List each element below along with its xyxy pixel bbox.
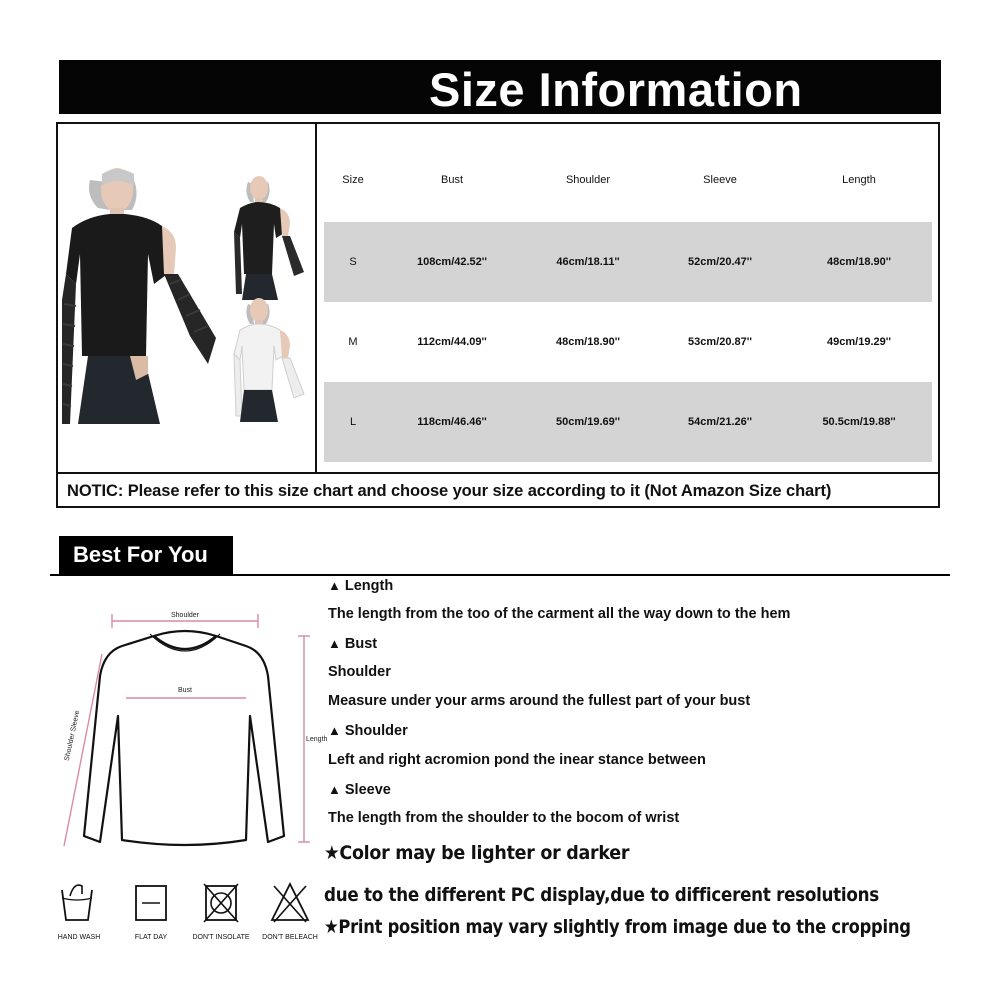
shoulder-description: Left and right acromion pond the inear stance between — [328, 752, 706, 768]
column-header-shoulder: Shoulder — [565, 174, 611, 186]
triangle-icon: ▲ — [328, 578, 341, 593]
length-heading: ▲ Length — [328, 578, 394, 594]
length-label: Length — [306, 736, 328, 743]
bust-description: Measure under your arms around the fullest part of your bust — [328, 693, 751, 709]
shoulder-cell: 46cm/18.11'' — [556, 256, 620, 268]
white-sweater-model-small — [234, 298, 304, 422]
size-cell: M — [348, 336, 358, 348]
flat-dry-label: FLAT DAY — [134, 934, 168, 941]
column-header-sleeve: Sleeve — [703, 174, 737, 186]
shoulder-sleeve-label: Shoulder Sleeve — [63, 709, 82, 762]
shoulder-cell: 50cm/19.69'' — [556, 416, 620, 428]
bust-cell: 112cm/44.09'' — [417, 336, 487, 348]
table-row — [324, 302, 932, 382]
sleeve-heading: ▲ Sleeve — [328, 782, 391, 798]
color-note: ★Color may be lighter or darker — [324, 842, 630, 864]
triangle-icon: ▲ — [328, 723, 341, 738]
table-header-row — [324, 140, 932, 220]
size-chart-notice — [58, 472, 938, 506]
notice-text: NOTIC: Please refer to this size chart and choose your size according to it (Not Amazon Size chart) — [67, 482, 832, 500]
size-cell: L — [349, 416, 357, 428]
size-chart — [56, 122, 940, 508]
sweater-outline — [84, 631, 284, 845]
best-for-you-title: Best For You — [73, 542, 208, 567]
hand-wash-icon — [62, 885, 92, 920]
print-position-note: ★Print position may vary slightly from image due to the cropping — [324, 916, 911, 938]
model-photo-image — [58, 124, 315, 470]
bust-label: Bust — [177, 687, 193, 694]
care-icons — [52, 876, 322, 932]
hand-wash-label: HAND WASH — [57, 934, 101, 941]
bust-cell: 108cm/42.52'' — [416, 256, 488, 268]
bust-cell: 118cm/46.46'' — [417, 416, 487, 428]
black-sweater-model-small — [234, 176, 304, 300]
sleeve-cell: 54cm/21.26'' — [688, 416, 752, 428]
section-divider — [50, 574, 950, 576]
do-not-insolate-icon — [204, 884, 238, 922]
triangle-icon: ▲ — [328, 782, 341, 797]
column-header-bust: Bust — [440, 174, 463, 186]
sweater-measurement-diagram — [50, 596, 328, 866]
table-row — [324, 222, 932, 302]
size-information-banner — [59, 60, 941, 114]
length-cell: 48cm/18.90'' — [827, 256, 891, 268]
sleeve-cell: 53cm/20.87'' — [688, 336, 752, 348]
black-sweater-model-large — [62, 168, 216, 424]
table-row — [324, 382, 932, 462]
sleeve-description: The length from the shoulder to the bocom of wrist — [328, 810, 680, 826]
shoulder-heading: ▲ Shoulder — [328, 723, 408, 739]
bust-subheading: Shoulder — [328, 664, 391, 680]
do-not-bleach-label: DON'T BELEACH — [262, 934, 318, 941]
column-header-length: Length — [842, 174, 876, 186]
model-photos — [58, 124, 317, 472]
sleeve-cell: 52cm/20.47'' — [688, 256, 752, 268]
do-not-insolate-label: DON'T INSOLATE — [192, 934, 250, 941]
shoulder-cell: 48cm/18.90'' — [556, 336, 620, 348]
flat-dry-icon — [136, 886, 166, 920]
do-not-bleach-icon — [272, 884, 308, 922]
bust-heading: ▲ Bust — [328, 636, 378, 652]
length-description: The length from the too of the carment all the way down to the hem — [328, 606, 791, 622]
page-title: Size Information — [429, 63, 803, 116]
column-header-size: Size — [342, 174, 364, 186]
length-cell: 49cm/19.29'' — [827, 336, 891, 348]
triangle-icon: ▲ — [328, 636, 341, 651]
shoulder-label: Shoulder — [170, 612, 200, 619]
size-cell: S — [349, 256, 357, 268]
display-note: due to the different PC display,due to difficerent resolutions — [324, 884, 879, 906]
best-for-you-tab — [59, 536, 233, 574]
length-cell: 50.5cm/19.88'' — [822, 416, 896, 428]
